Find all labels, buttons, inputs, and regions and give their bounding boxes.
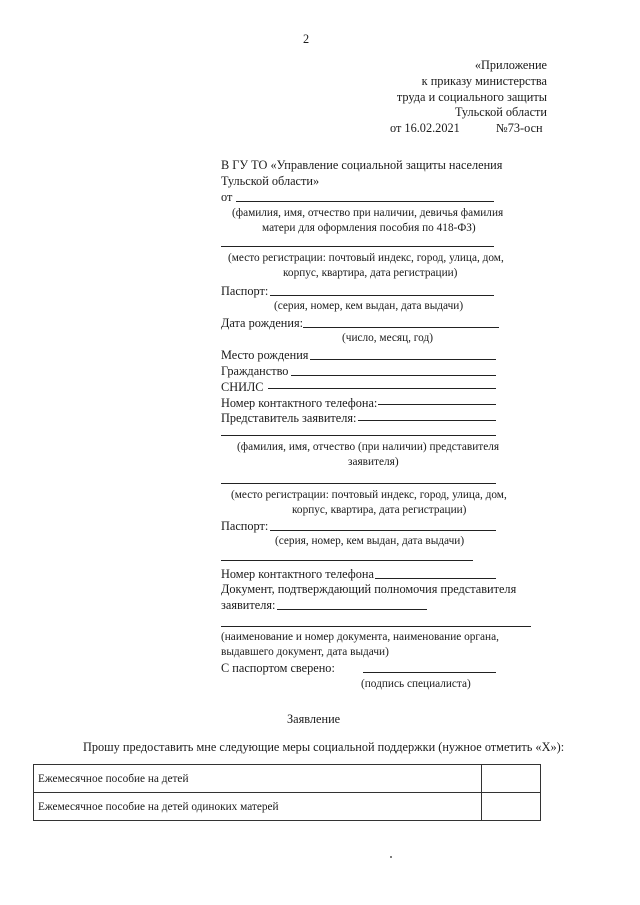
representative-field[interactable] xyxy=(358,420,496,421)
name-hint-1: (фамилия, имя, отчество при наличии, девичья фамилия xyxy=(232,207,504,219)
birthdate-hint: (число, месяц, год) xyxy=(342,332,433,344)
measure-label: Ежемесячное пособие на детей xyxy=(34,765,482,793)
passport-label: Паспорт: xyxy=(221,284,269,298)
measure-label: Ежемесячное пособие на детей одиноких матерей xyxy=(34,793,482,821)
phone-label: Номер контактного телефона: xyxy=(221,396,378,410)
registration-field[interactable] xyxy=(221,246,494,247)
appendix-line-4: Тульской области xyxy=(455,105,547,119)
citizenship-label: Гражданство xyxy=(221,364,289,378)
measure-checkbox[interactable] xyxy=(482,793,541,821)
rep-registration-hint-1: (место регистрации: почтовый индекс, город, улица, дом, xyxy=(231,489,507,501)
name-hint-2: матери для оформления пособия по 418-ФЗ) xyxy=(262,222,476,234)
measures-table xyxy=(33,764,541,821)
page-number: 2 xyxy=(303,32,310,46)
document-hint-1: (наименование и номер документа, наименование органа, xyxy=(221,631,499,643)
appendix-line-1: «Приложение xyxy=(474,58,547,72)
rep-name-hint-2: заявителя) xyxy=(348,456,399,468)
rep-registration-hint-2: корпус, квартира, дата регистрации) xyxy=(292,504,467,516)
rep-passport-hint: (серия, номер, кем выдан, дата выдачи) xyxy=(275,535,465,547)
from-field[interactable] xyxy=(236,201,494,202)
verified-hint: (подпись специалиста) xyxy=(361,678,471,690)
snils-label: СНИЛС xyxy=(221,380,264,394)
measure-row xyxy=(34,793,541,821)
phone-field[interactable] xyxy=(378,404,496,405)
birthdate-field[interactable] xyxy=(303,327,499,328)
registration-hint-1: (место регистрации: почтовый индекс, город, улица, дом, xyxy=(228,252,504,264)
measure-row xyxy=(34,765,541,793)
rep-passport-label: Паспорт: xyxy=(221,519,269,533)
document-label-2: заявителя: xyxy=(221,598,276,612)
registration-hint-2: корпус, квартира, дата регистрации) xyxy=(283,267,458,279)
representative-name-field[interactable] xyxy=(221,435,496,436)
from-label: от xyxy=(221,190,233,204)
citizenship-field[interactable] xyxy=(291,375,496,376)
passport-hint: (серия, номер, кем выдан, дата выдачи) xyxy=(274,300,464,312)
verified-label: С паспортом сверено: xyxy=(221,661,335,675)
rep-name-hint-1: (фамилия, имя, отчество (при наличии) представителя xyxy=(237,441,500,453)
document-label-1: Документ, подтверждающий полномочия представителя xyxy=(221,582,517,596)
document-field[interactable] xyxy=(277,609,427,610)
rep-registration-field[interactable] xyxy=(221,483,496,484)
appendix-number: №73-осн xyxy=(496,121,543,135)
snils-field[interactable] xyxy=(268,388,496,389)
representative-label: Представитель заявителя: xyxy=(221,411,357,425)
rep-phone-field[interactable] xyxy=(375,578,496,579)
birthdate-label: Дата рождения: xyxy=(221,316,304,330)
birthplace-label: Место рождения xyxy=(221,348,309,362)
rep-passport-field[interactable] xyxy=(270,530,496,531)
document-hint-2: выдавшего документ, дата выдачи) xyxy=(221,646,389,658)
addressee-line-2: Тульской области» xyxy=(221,174,320,188)
scan-speck xyxy=(390,856,392,858)
statement-title: Заявление xyxy=(287,712,341,726)
rep-extra-field[interactable] xyxy=(221,560,473,561)
passport-field[interactable] xyxy=(270,295,494,296)
document-details-field[interactable] xyxy=(221,626,531,627)
measure-checkbox[interactable] xyxy=(482,765,541,793)
verified-field[interactable] xyxy=(363,672,496,673)
appendix-date: от 16.02.2021 xyxy=(390,121,460,135)
appendix-line-3: труда и социального защиты xyxy=(396,90,547,104)
appendix-line-2: к приказу министерства xyxy=(421,74,547,88)
statement-request: Прошу предоставить мне следующие меры социальной поддержки (нужное отметить «Х»): xyxy=(83,740,565,754)
rep-phone-label: Номер контактного телефона xyxy=(221,567,374,581)
birthplace-field[interactable] xyxy=(310,359,496,360)
addressee-line-1: В ГУ ТО «Управление социальной защиты населения xyxy=(221,158,503,172)
